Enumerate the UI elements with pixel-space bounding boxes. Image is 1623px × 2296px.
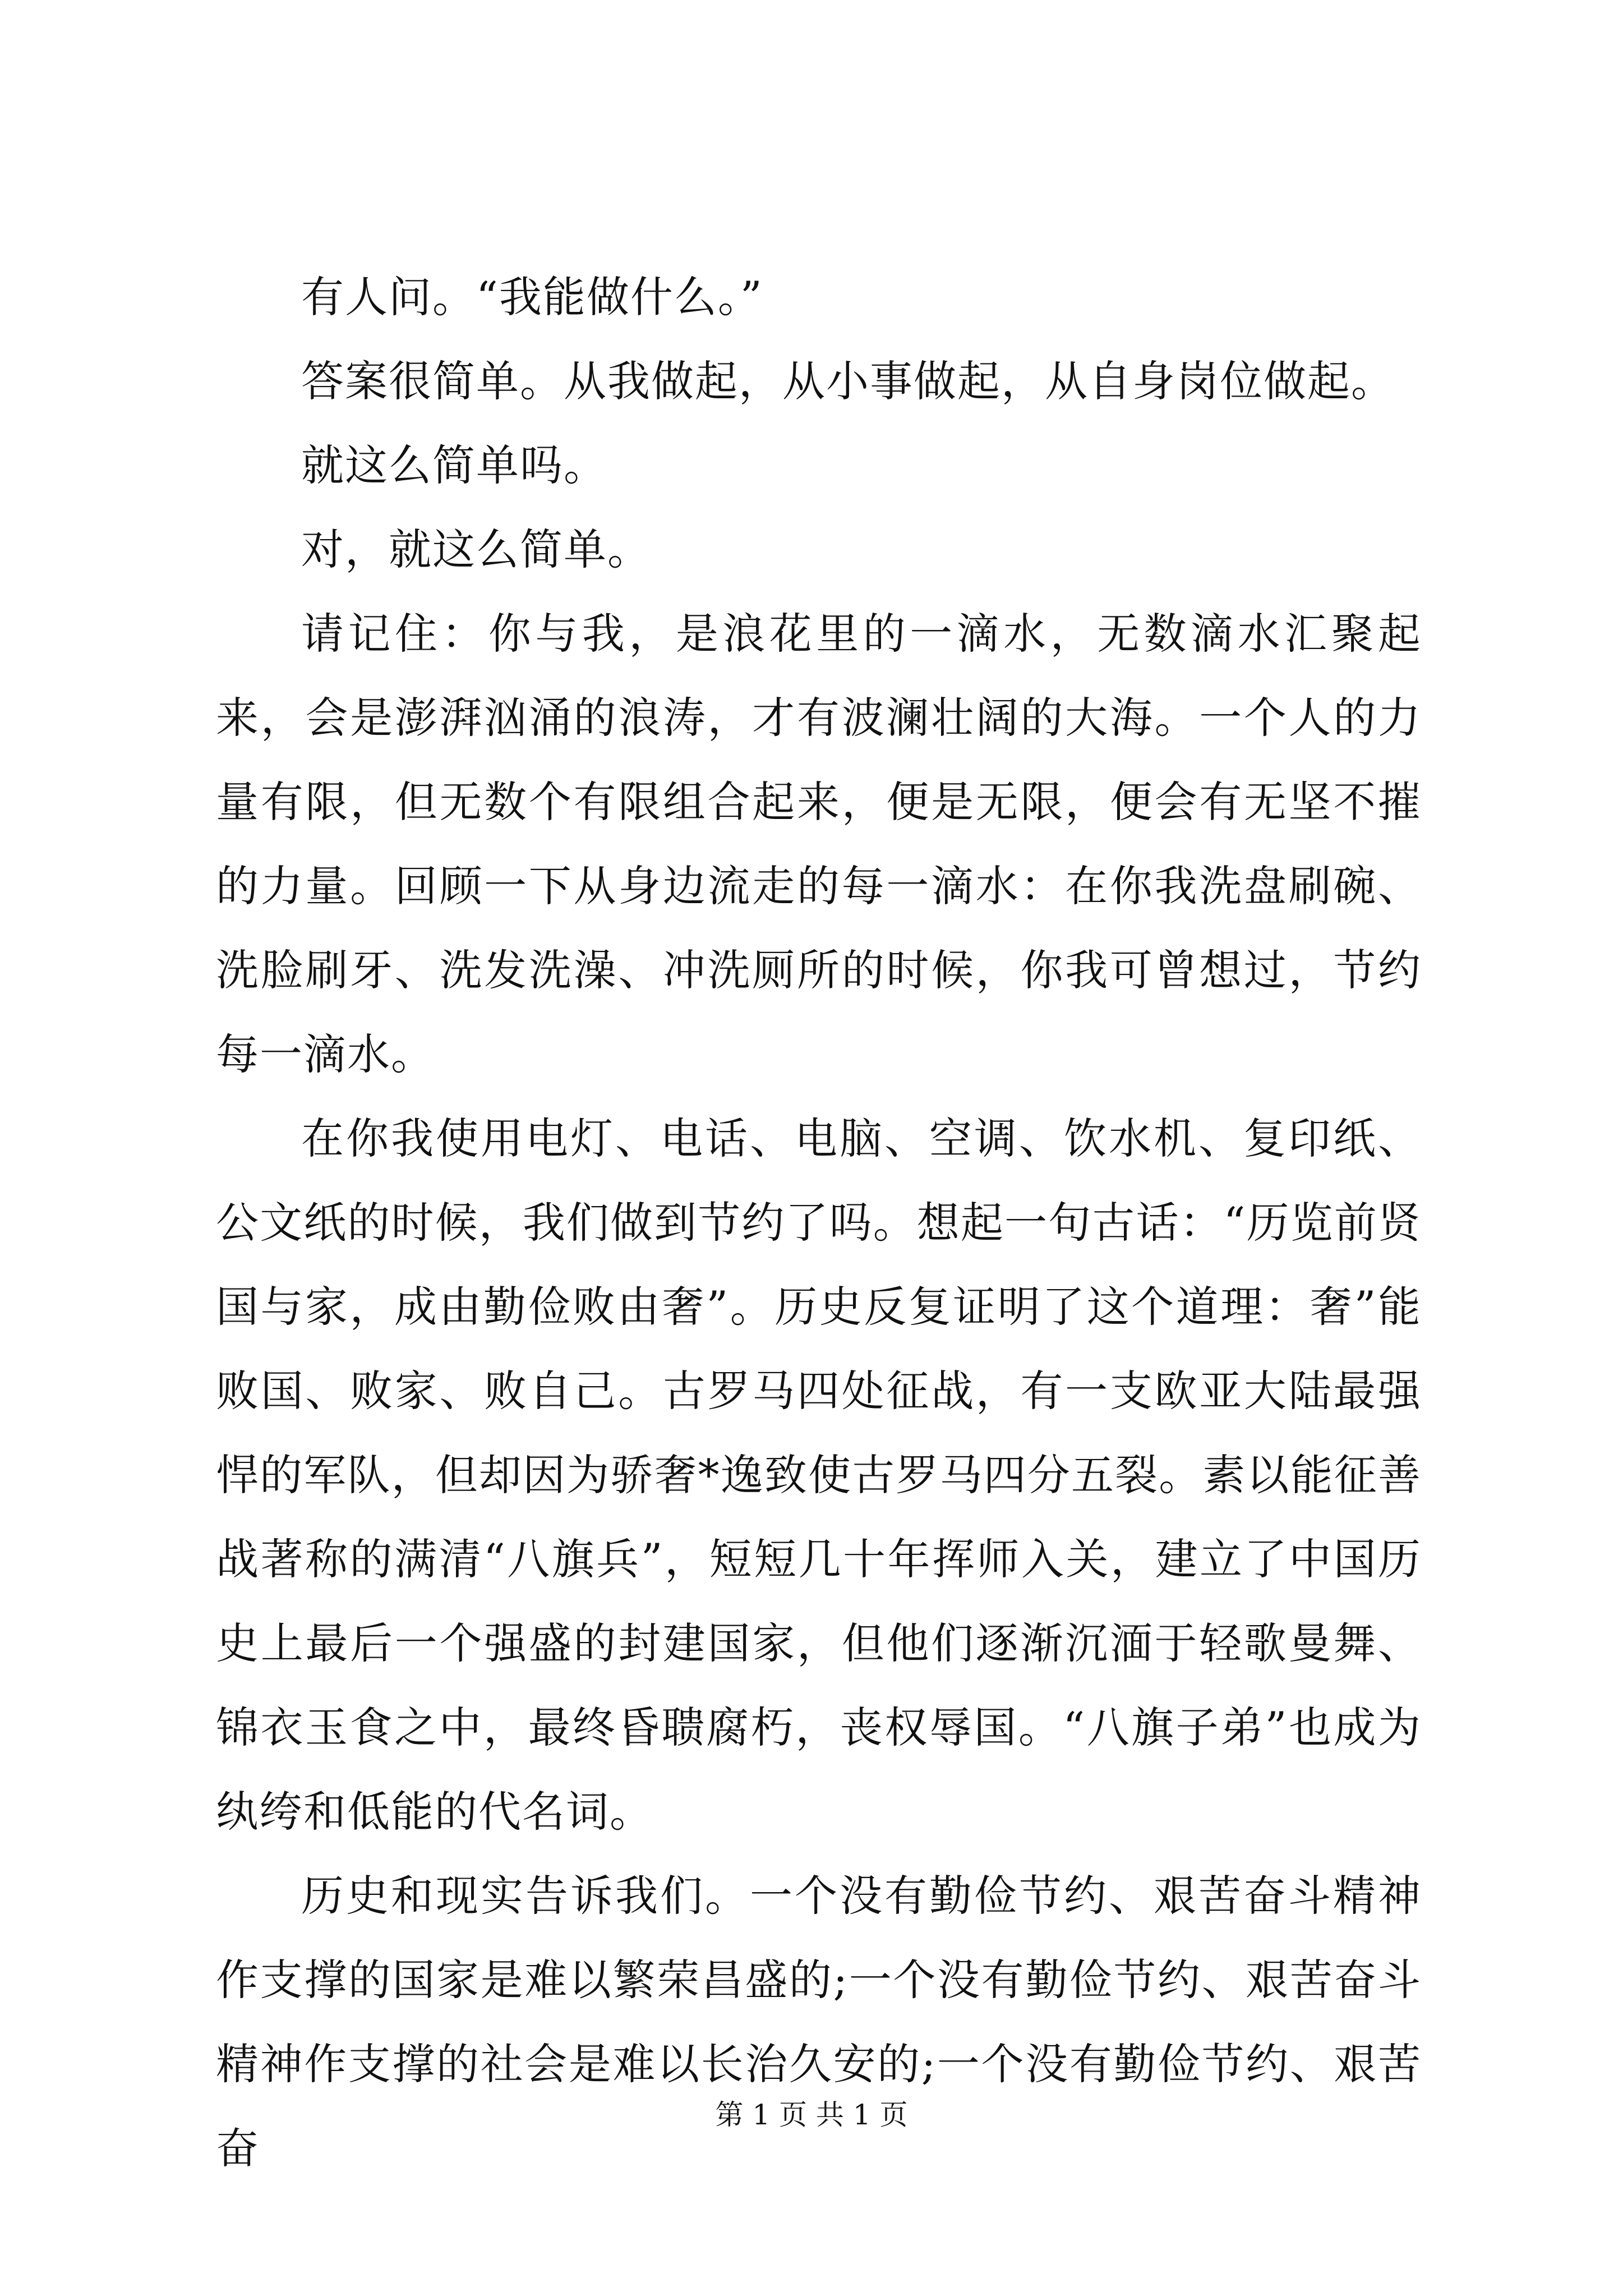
paragraph: 历史和现实告诉我们。一个没有勤俭节约、艰苦奋斗精神作支撑的国家是难以繁荣昌盛的;一个没有勤俭节约、艰苦奋斗精神作支撑的社会是难以长治久安的;一个没有勤俭节约、艰苦奋 (216, 1871, 1422, 2173)
paragraph: 对，就这么简单。 (301, 524, 651, 574)
document-body (216, 255, 1422, 2191)
paragraph: 请记住：你与我，是浪花里的一滴水，无数滴水汇聚起来，会是澎湃汹涌的浪涛，才有波澜壮阔的大海。一个人的力量有限，但无数个有限组合起来，便是无限，便会有无坚不摧的力量。回顾一下从身边流走的每一滴水：在你我洗盘刷碗、洗脸刷牙、洗发洗澡、冲洗厕所的时候，你我可曾想过，节约每一滴水。 (216, 609, 1422, 1079)
paragraph: 在你我使用电灯、电话、电脑、空调、饮水机、复印纸、公文纸的时候，我们做到节约了吗。想起一句古话：“历览前贤国与家，成由勤俭败由奢”。历史反复证明了这个道理：奢”能败国、败家、败自己。古罗马四处征战，有一支欧亚大陆最强悍的军队，但却因为骄奢*逸致使古罗马四分五裂。素以能征善战著称的满清“八旗兵”，短短几十年挥师入关，建立了中国历史上最后一个强盛的封建国家，但他们逐渐沉湎于轻歌曼舞、锦衣玉食之中，最终昏聩腐朽，丧权辱国。“八旗子弟”也成为纨绔和低能的代名词。 (216, 1114, 1422, 1837)
page-footer: 第 1 页 共 1 页 (715, 2099, 908, 2131)
paragraph: 就这么简单吗。 (301, 440, 607, 490)
paragraph: 答案很简单。从我做起，从小事做起，从自身岗位做起。 (301, 356, 1395, 406)
paragraph: 有人问。“我能做什么。” (301, 272, 763, 322)
